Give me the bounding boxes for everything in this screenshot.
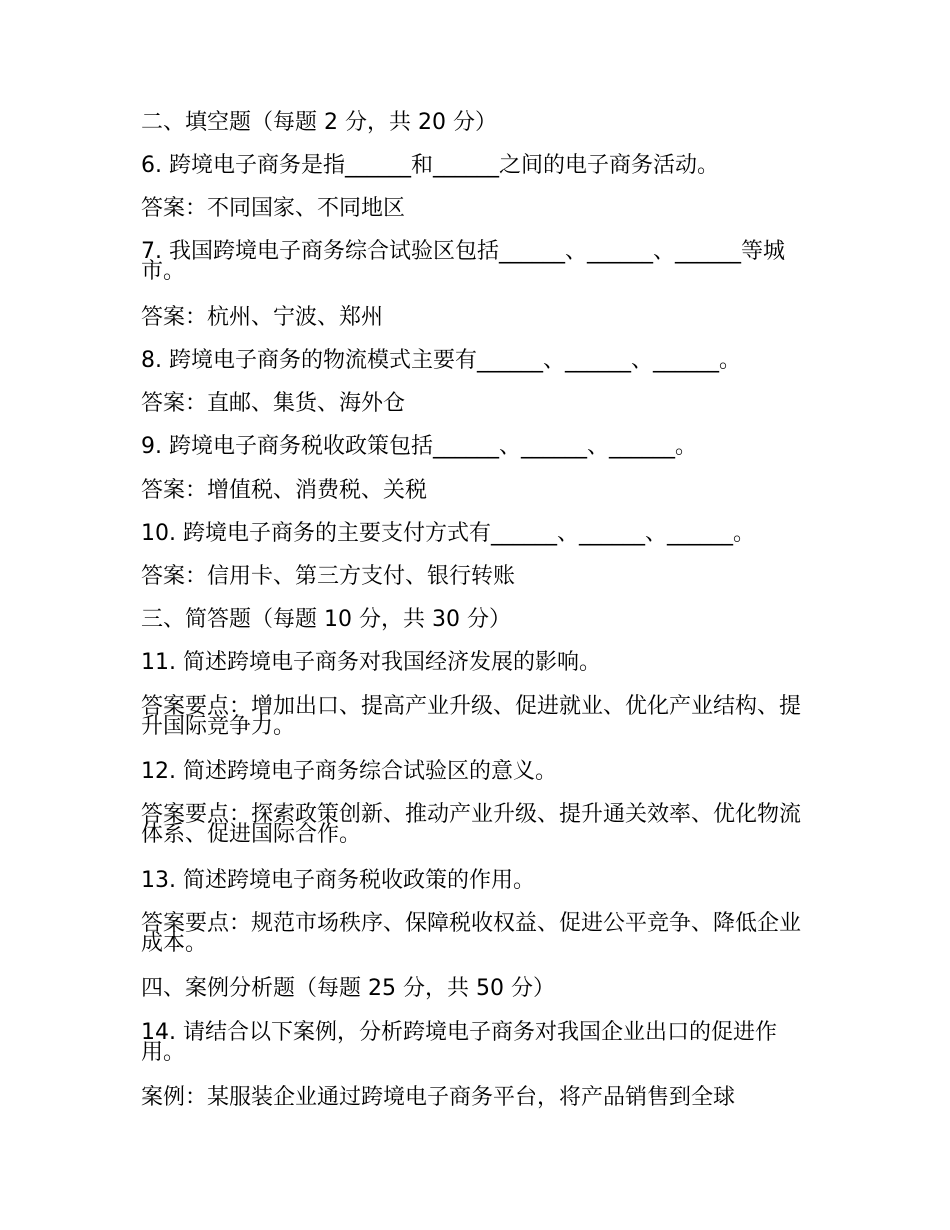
answer-6: 答案：不同国家、不同地区 (141, 196, 406, 221)
section-4-heading: 四、案例分析题（每题 25 分，共 50 分） (141, 976, 555, 1001)
question-6: 6. 跨境电子商务是指______和______之间的电子商务活动。 (141, 153, 719, 178)
question-11: 11. 简述跨境电子商务对我国经济发展的影响。 (141, 650, 601, 675)
answer-11: 答案要点：增加出口、提高产业升级、促进就业、优化产业结构、提升国际竞争力。 (141, 694, 802, 739)
answer-10: 答案：信用卡、第三方支付、银行转账 (141, 564, 516, 589)
answer-8: 答案：直邮、集货、海外仓 (141, 391, 406, 416)
question-9: 9. 跨境电子商务税收政策包括______、______、______。 (141, 434, 697, 459)
answer-13: 答案要点：规范市场秩序、保障税收权益、促进公平竞争、降低企业成本。 (141, 911, 802, 956)
section-3-heading: 三、简答题（每题 10 分，共 30 分） (141, 607, 511, 632)
case-text: 案例：某服装企业通过跨境电子商务平台，将产品销售到全球 (141, 1085, 736, 1110)
question-14: 14. 请结合以下案例，分析跨境电子商务对我国企业出口的促进作用。 (141, 1020, 777, 1065)
answer-9: 答案：增值税、消费税、关税 (141, 478, 428, 503)
section-2-heading: 二、填空题（每题 2 分，共 20 分） (141, 110, 497, 135)
question-13: 13. 简述跨境电子商务税收政策的作用。 (141, 868, 535, 893)
question-10: 10. 跨境电子商务的主要支付方式有______、______、______。 (141, 521, 755, 546)
answer-7: 答案：杭州、宁波、郑州 (141, 305, 384, 330)
question-12: 12. 简述跨境电子商务综合试验区的意义。 (141, 759, 557, 784)
question-8: 8. 跨境电子商务的物流模式主要有______、______、______。 (141, 348, 741, 373)
answer-12: 答案要点：探索政策创新、推动产业升级、提升通关效率、优化物流体系、促进国际合作。 (141, 802, 802, 847)
question-7: 7. 我国跨境电子商务综合试验区包括______、______、______等城市。 (141, 239, 785, 284)
